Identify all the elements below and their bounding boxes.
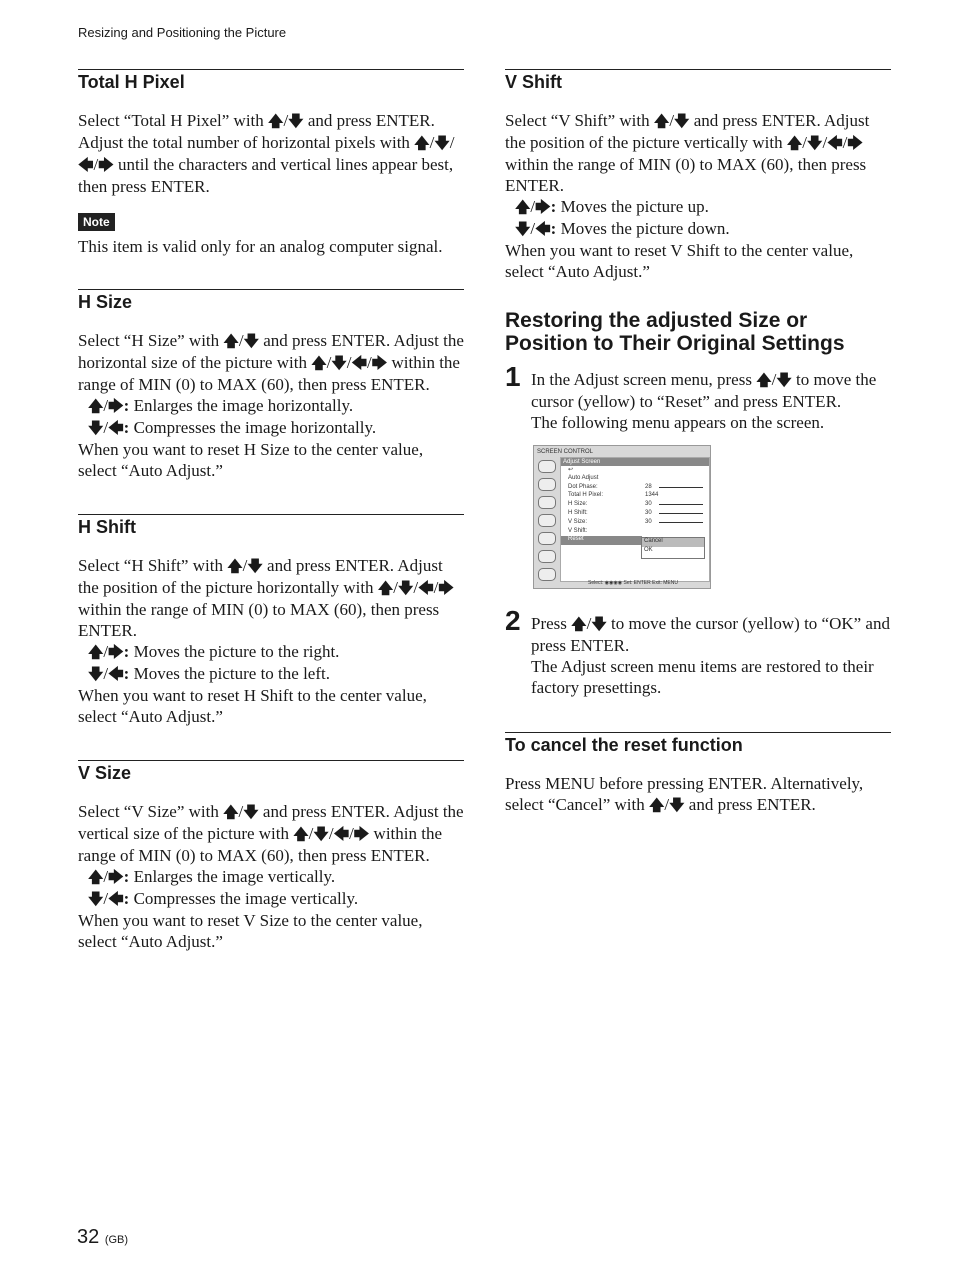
reset-popup <box>641 537 705 559</box>
left-arrow-icon: 🡄 <box>418 579 434 597</box>
up-arrow-icon: 🡅 <box>88 643 104 661</box>
up-arrow-icon: 🡅 <box>88 397 104 415</box>
section-title: V Size <box>78 763 132 783</box>
paragraph: When you want to reset H Shift to the center value, select “Auto Adjust.” <box>78 686 427 726</box>
bullet-left: 🡇/🡄: Moves the picture to the left. <box>88 664 330 683</box>
down-arrow-icon: 🡇 <box>515 220 531 238</box>
menu-footer: Select: ◉◉◉◉ Set: ENTER Exit: MENU <box>588 580 678 586</box>
bullet-compress: 🡇/🡄: Compresses the image vertically. <box>88 889 359 908</box>
right-column <box>505 69 891 816</box>
up-arrow-icon: 🡅 <box>223 803 239 821</box>
menu-row: V Shift: <box>568 527 588 534</box>
back-icon: ↩ <box>568 467 574 473</box>
slider-bar <box>659 487 703 488</box>
down-arrow-icon: 🡇 <box>88 890 104 908</box>
menu-row: V Size: 30 <box>561 519 709 528</box>
menu-sidebar-icons <box>536 457 558 579</box>
menu-row: H Size: 30 <box>561 501 709 510</box>
section-h-shift <box>78 514 464 727</box>
bullet-up: 🡅/🡆: Moves the picture up. <box>515 197 709 216</box>
up-arrow-icon: 🡅 <box>414 134 430 152</box>
up-arrow-icon: 🡅 <box>227 557 243 575</box>
section-v-size <box>78 760 464 952</box>
up-arrow-icon: 🡅 <box>786 134 803 152</box>
down-arrow-icon: 🡇 <box>397 579 414 597</box>
paragraph: Select “V Size” with 🡅/🡇 and press ENTER. Adjust the vertical size of the picture with 🡅/🡇/🡄/🡆 within the range of MIN (0) to MAX (60), then press ENTER. <box>78 802 464 865</box>
section-h-size <box>78 289 464 481</box>
paragraph: Select “V Shift” with 🡅/🡇 and press ENTER. Adjust the position of the picture vertically with 🡅/🡇/🡄/🡆 within the range of MIN (0) to MAX (60), then press ENTER. <box>505 111 870 195</box>
paragraph: Press MENU before pressing ENTER. Alternatively, select “Cancel” with 🡅/🡇 and press ENTER. <box>505 774 864 814</box>
up-arrow-icon: 🡅 <box>756 371 772 389</box>
up-arrow-icon: 🡅 <box>293 825 309 843</box>
note-text: This item is valid only for an analog computer signal. <box>78 237 443 256</box>
right-arrow-icon: 🡆 <box>108 397 124 415</box>
step-1 <box>505 361 891 433</box>
step-text: Press 🡅/🡇 to move the cursor (yellow) to “OK” and press ENTER. <box>531 614 890 655</box>
right-arrow-icon: 🡆 <box>98 156 114 174</box>
down-arrow-icon: 🡇 <box>434 134 450 152</box>
restore-title-line2: Position to Their Original Settings <box>505 332 845 355</box>
left-arrow-icon: 🡄 <box>535 220 551 238</box>
section-title: Total H Pixel <box>78 72 185 92</box>
section-title: To cancel the reset function <box>505 735 743 755</box>
up-arrow-icon: 🡅 <box>311 354 327 372</box>
bullet-enlarge: 🡅/🡆: Enlarges the image vertically. <box>88 867 336 886</box>
step-subtext: The following menu appears on the screen. <box>531 413 825 432</box>
section-v-shift <box>505 69 891 282</box>
right-arrow-icon: 🡆 <box>438 579 454 597</box>
menu-row: Auto Adjust <box>568 474 599 481</box>
step-subtext: The Adjust screen menu items are restored to their factory presettings. <box>531 657 874 697</box>
up-arrow-icon: 🡅 <box>653 112 670 130</box>
down-arrow-icon: 🡇 <box>669 796 685 814</box>
menu-title: SCREEN CONTROL <box>537 449 594 455</box>
section-title: H Size <box>78 292 133 312</box>
step-text: In the Adjust screen menu, press 🡅/🡇 to move the cursor (yellow) to “Reset” and press ENTER. <box>531 370 877 411</box>
paragraph: Select “Total H Pixel” with 🡅/🡇 and press ENTER. Adjust the total number of horizontal pixels with 🡅/🡇/🡄/🡆 until the characters and vertical lines appear best, then press ENTER. <box>78 111 455 196</box>
paragraph: When you want to reset V Size to the center value, select “Auto Adjust.” <box>78 911 423 951</box>
down-arrow-icon: 🡇 <box>807 134 823 152</box>
left-arrow-icon: 🡄 <box>333 825 350 843</box>
left-column <box>78 69 464 952</box>
left-arrow-icon: 🡄 <box>108 890 124 908</box>
right-arrow-icon: 🡆 <box>371 354 388 372</box>
down-arrow-icon: 🡇 <box>88 419 104 437</box>
step-number: 2 <box>505 605 521 636</box>
paragraph: Select “H Size” with 🡅/🡇 and press ENTER. Adjust the horizontal size of the picture with 🡅/🡇/🡄/🡆 within the range of MIN (0) to MAX (60), then press ENTER. <box>78 331 464 394</box>
menu-tab-icon <box>538 496 556 509</box>
menu-panel-title: Adjust Screen <box>561 458 709 466</box>
down-arrow-icon: 🡇 <box>313 825 329 843</box>
section-title: V Shift <box>505 72 562 92</box>
down-arrow-icon: 🡇 <box>243 332 259 350</box>
bullet-right: 🡅/🡆: Moves the picture to the right. <box>88 642 340 661</box>
right-arrow-icon: 🡆 <box>847 134 863 152</box>
bullet-compress: 🡇/🡄: Compresses the image horizontally. <box>88 418 377 437</box>
menu-row: H Shift: 30 <box>561 510 709 519</box>
left-arrow-icon: 🡄 <box>351 354 368 372</box>
section-restore <box>505 309 891 698</box>
popup-cancel: Cancel <box>642 538 704 547</box>
step-number: 1 <box>505 361 521 392</box>
menu-tab-icon <box>538 478 556 491</box>
down-arrow-icon: 🡇 <box>247 557 263 575</box>
up-arrow-icon: 🡅 <box>377 579 394 597</box>
up-arrow-icon: 🡅 <box>648 796 665 814</box>
up-arrow-icon: 🡅 <box>268 112 284 130</box>
down-arrow-icon: 🡇 <box>243 803 259 821</box>
up-arrow-icon: 🡅 <box>515 198 531 216</box>
note-label: Note <box>78 213 115 231</box>
section-total-h-pixel <box>78 69 464 257</box>
paragraph: When you want to reset H Size to the center value, select “Auto Adjust.” <box>78 440 424 480</box>
running-header: Resizing and Positioning the Picture <box>78 25 287 40</box>
menu-row: Dot Phase: 28 <box>561 484 709 493</box>
left-arrow-icon: 🡄 <box>108 665 124 683</box>
up-arrow-icon: 🡅 <box>88 868 104 886</box>
right-arrow-icon: 🡆 <box>353 825 370 843</box>
menu-tab-icon <box>538 532 556 545</box>
up-arrow-icon: 🡅 <box>571 615 587 633</box>
slider-bar <box>659 522 703 523</box>
down-arrow-icon: 🡇 <box>88 665 104 683</box>
left-arrow-icon: 🡄 <box>78 156 94 174</box>
step-2 <box>505 605 891 698</box>
bullet-enlarge: 🡅/🡆: Enlarges the image horizontally. <box>88 396 354 415</box>
right-arrow-icon: 🡆 <box>108 868 124 886</box>
page-number: 32 (GB) <box>77 1226 129 1248</box>
down-arrow-icon: 🡇 <box>288 112 304 130</box>
down-arrow-icon: 🡇 <box>674 112 690 130</box>
screen-control-menu <box>533 445 711 589</box>
down-arrow-icon: 🡇 <box>591 615 607 633</box>
menu-row: Total H Pixel: 1344 <box>568 492 659 499</box>
restore-title-line1: Restoring the adjusted Size or <box>505 309 808 332</box>
menu-tab-icon <box>538 568 556 581</box>
menu-row-selected: Reset <box>561 536 642 545</box>
section-cancel-reset <box>505 732 891 816</box>
menu-tab-icon <box>538 460 556 473</box>
slider-bar <box>659 513 703 514</box>
slider-bar <box>659 504 703 505</box>
right-arrow-icon: 🡆 <box>108 643 124 661</box>
section-title: H Shift <box>78 517 136 537</box>
menu-tab-icon <box>538 514 556 527</box>
down-arrow-icon: 🡇 <box>776 371 792 389</box>
menu-tab-icon <box>538 550 556 563</box>
left-arrow-icon: 🡄 <box>108 419 124 437</box>
paragraph: Select “H Shift” with 🡅/🡇 and press ENTER. Adjust the position of the picture horizontally with 🡅/🡇/🡄/🡆 within the range of MIN (0) to MAX (60), then press ENTER. <box>78 556 454 640</box>
up-arrow-icon: 🡅 <box>223 332 239 350</box>
menu-panel <box>560 457 710 582</box>
popup-ok: OK <box>644 547 653 553</box>
bullet-down: 🡇/🡄: Moves the picture down. <box>515 219 730 238</box>
left-arrow-icon: 🡄 <box>827 134 843 152</box>
down-arrow-icon: 🡇 <box>331 354 347 372</box>
paragraph: When you want to reset V Shift to the center value, select “Auto Adjust.” <box>505 241 854 281</box>
right-arrow-icon: 🡆 <box>535 198 551 216</box>
